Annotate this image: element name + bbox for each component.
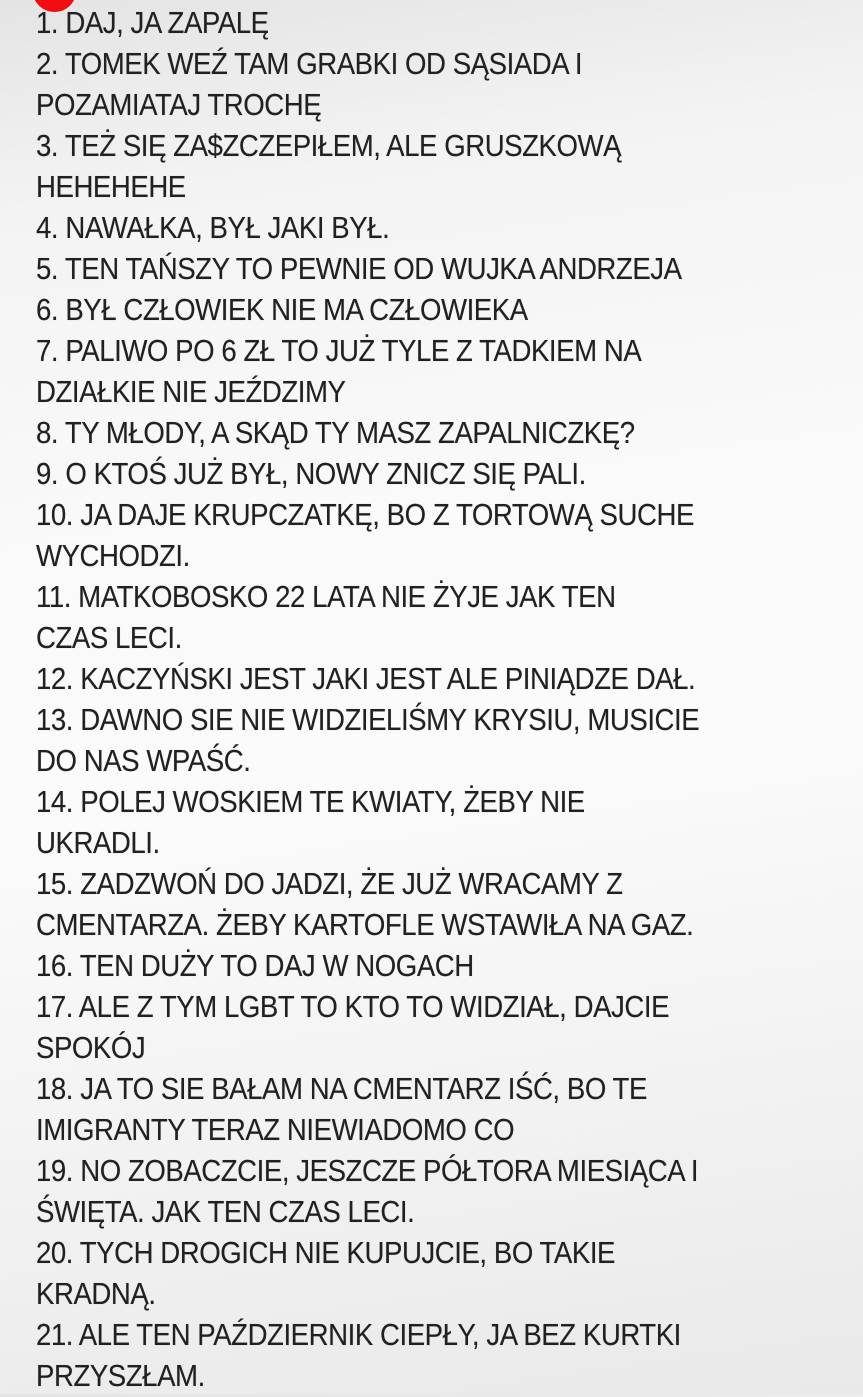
list-line: SPOKÓJ [36, 1031, 146, 1065]
list-line: 14. POLEJ WOSKIEM TE KWIATY, ŻEBY NIE [36, 785, 585, 819]
list-line: 6. BYŁ CZŁOWIEK NIE MA CZŁOWIEKA [36, 293, 528, 327]
list-line: HEHEHEHE [36, 170, 186, 204]
list-line: KRADNĄ. [36, 1277, 156, 1311]
list-line: 18. JA TO SIE BAŁAM NA CMENTARZ IŚĆ, BO TE [36, 1072, 647, 1106]
list-line: DZIAŁKIE NIE JEŹDZIMY [36, 375, 346, 409]
list-line: 1. DAJ, JA ZAPALĘ [36, 6, 269, 40]
list-line: 5. TEN TAŃSZY TO PEWNIE OD WUJKA ANDRZEJA [36, 252, 682, 286]
list-line: UKRADLI. [36, 826, 160, 860]
list-line: ŚWIĘTA. JAK TEN CZAS LECI. [36, 1195, 415, 1229]
list-line: 12. KACZYŃSKI JEST JAKI JEST ALE PINIĄDZE DAŁ. [36, 662, 696, 696]
list-line: 3. TEŻ SIĘ ZA$ZCZEPIŁEM, ALE GRUSZKOWĄ [36, 129, 622, 163]
list-line: WYCHODZI. [36, 539, 190, 573]
list-line: 2. TOMEK WEŹ TAM GRABKI OD SĄSIADA I [36, 47, 583, 81]
list-line: 11. MATKOBOSKO 22 LATA NIE ŻYJE JAK TEN [36, 580, 616, 614]
list-line: 17. ALE Z TYM LGBT TO KTO TO WIDZIAŁ, DAJCIE [36, 990, 670, 1024]
list-line: CMENTARZA. ŻEBY KARTOFLE WSTAWIŁA NA GAZ. [36, 908, 694, 942]
list-line: DO NAS WPAŚĆ. [36, 744, 251, 778]
list-line: 7. PALIWO PO 6 ZŁ TO JUŻ TYLE Z TADKIEM NA [36, 334, 642, 368]
list-line: CZAS LECI. [36, 621, 182, 655]
list-line: 9. O KTOŚ JUŻ BYŁ, NOWY ZNICZ SIĘ PALI. [36, 457, 586, 491]
list-line: 8. TY MŁODY, A SKĄD TY MASZ ZAPALNICZKĘ? [36, 416, 635, 450]
list-line: PRZYSZŁAM. [36, 1359, 205, 1393]
list-line: 16. TEN DUŻY TO DAJ W NOGACH [36, 949, 474, 983]
list-line: 4. NAWAŁKA, BYŁ JAKI BYŁ. [36, 211, 390, 245]
list-line: 19. NO ZOBACZCIE, JESZCZE PÓŁTORA MIESIĄCA I [36, 1154, 699, 1188]
list-line: IMIGRANTY TERAZ NIEWIADOMO CO [36, 1113, 515, 1147]
list-line: 21. ALE TEN PAŹDZIERNIK CIEPŁY, JA BEZ KURTKI [36, 1318, 681, 1352]
list-line: POZAMIATAJ TROCHĘ [36, 88, 322, 122]
list-line: 10. JA DAJE KRUPCZATKĘ, BO Z TORTOWĄ SUCHE [36, 498, 694, 532]
list-line: 15. ZADZWOŃ DO JADZI, ŻE JUŻ WRACAMY Z [36, 867, 623, 901]
list-line: 20. TYCH DROGICH NIE KUPUJCIE, BO TAKIE [36, 1236, 616, 1270]
joke-list [36, 3, 863, 1397]
list-line: 13. DAWNO SIE NIE WIDZIELIŚMY KRYSIU, MUSICIE [36, 703, 700, 737]
